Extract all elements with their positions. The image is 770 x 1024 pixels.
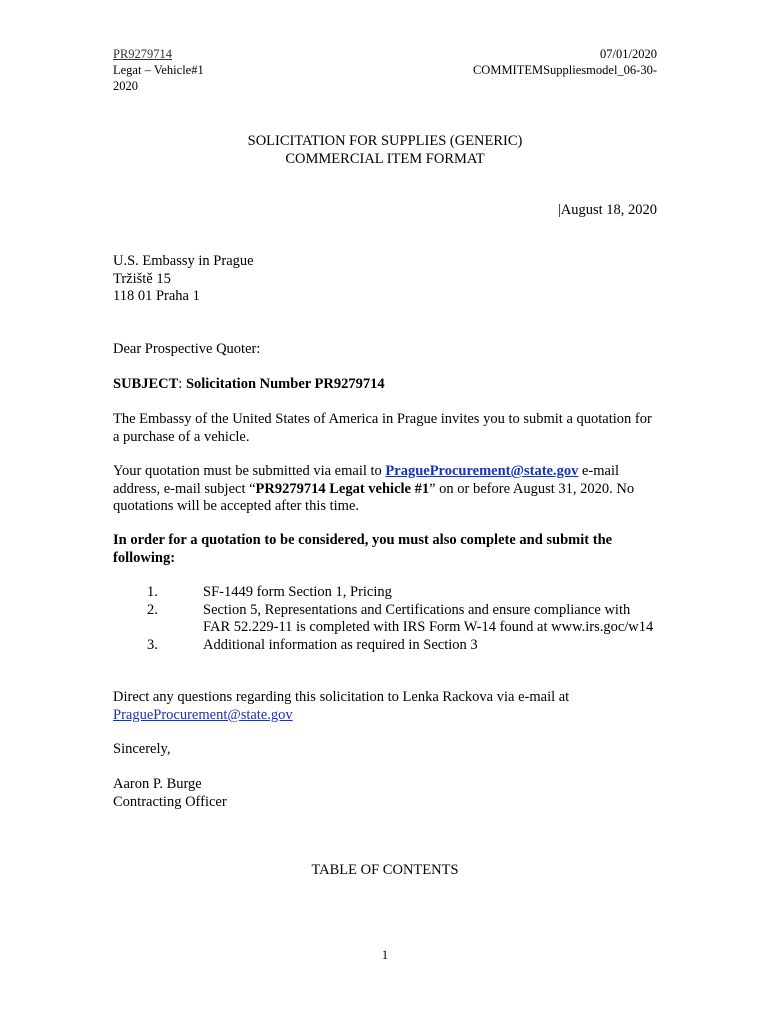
salutation: Dear Prospective Quoter: bbox=[113, 341, 261, 357]
subject-separator: : bbox=[178, 376, 186, 392]
questions-paragraph bbox=[113, 689, 658, 724]
address-line-2: Tržiště 15 bbox=[113, 270, 171, 287]
address-line-1: U.S. Embassy in Prague bbox=[113, 253, 254, 269]
document-title bbox=[0, 132, 770, 168]
subject-label: SUBJECT bbox=[113, 376, 179, 392]
submission-text-2: e-mail address, e-mail subject “ bbox=[113, 463, 620, 497]
submission-text-1: Your quotation must be submitted via email to bbox=[113, 463, 386, 479]
address-block bbox=[113, 253, 254, 306]
list-item bbox=[113, 637, 658, 655]
header-right bbox=[473, 46, 657, 78]
list-item-text: Additional information as required in Section 3 bbox=[203, 636, 478, 653]
list-item-text: SF-1449 form Section 1, Pricing bbox=[203, 584, 392, 600]
list-item-text: Section 5, Representations and Certifications and ensure compliance with FAR 52.229-11 is completed with IRS Form W-14 found at www.irs.goc/w14 bbox=[203, 601, 654, 635]
title-line-2: COMMERCIAL ITEM FORMAT bbox=[285, 151, 485, 167]
subject-value: Solicitation Number PR9279714 bbox=[185, 376, 385, 392]
header-date: 07/01/2020 bbox=[600, 47, 657, 61]
closing: Sincerely, bbox=[113, 741, 171, 757]
intro-paragraph: The Embassy of the United States of America in Prague invites you to submit a quotation for a purchase of a vehicle. bbox=[113, 411, 652, 445]
header-year: 2020 bbox=[113, 79, 138, 93]
address-line-3: 118 01 Praha 1 bbox=[113, 288, 200, 304]
header-model-name: COMMITEMSuppliesmodel_06-30- bbox=[472, 63, 657, 77]
procurement-email-link[interactable]: PragueProcurement@state.gov bbox=[385, 463, 579, 479]
signer-name: Aaron P. Burge bbox=[113, 776, 202, 792]
email-subject-line: PR9279714 Legat vehicle #1 bbox=[255, 480, 430, 497]
requirements-list bbox=[113, 584, 658, 654]
title-line-1: SOLICITATION FOR SUPPLIES (GENERIC) bbox=[247, 133, 523, 149]
signer-role: Contracting Officer bbox=[113, 793, 227, 810]
list-item bbox=[113, 602, 658, 637]
header-solicitation-number: PR9279714 bbox=[113, 47, 173, 61]
submission-paragraph bbox=[113, 463, 658, 516]
submission-text-3: ” on or before August 31, 2020. No quotations will be accepted after this time. bbox=[113, 480, 635, 514]
questions-email-link[interactable]: PragueProcurement@state.gov bbox=[113, 706, 293, 723]
header-legat-vehicle: Legat – Vehicle#1 bbox=[113, 63, 204, 77]
toc-heading: TABLE OF CONTENTS bbox=[311, 862, 459, 878]
list-item-number: 2. bbox=[147, 601, 158, 618]
page-number: 1 bbox=[381, 948, 389, 962]
header-left bbox=[113, 46, 204, 94]
order-heading bbox=[113, 532, 658, 567]
letter-date: |August 18, 2020 bbox=[557, 202, 657, 218]
list-item-number: 1. bbox=[147, 584, 158, 600]
list-item-number: 3. bbox=[147, 636, 158, 653]
list-item bbox=[113, 584, 658, 602]
subject-line bbox=[113, 376, 658, 394]
signature-block bbox=[113, 776, 658, 811]
order-heading-text: In order for a quotation to be considered, you must also complete and submit the following: bbox=[113, 532, 613, 566]
questions-text: Direct any questions regarding this solicitation to Lenka Rackova via e-mail at bbox=[113, 689, 570, 705]
